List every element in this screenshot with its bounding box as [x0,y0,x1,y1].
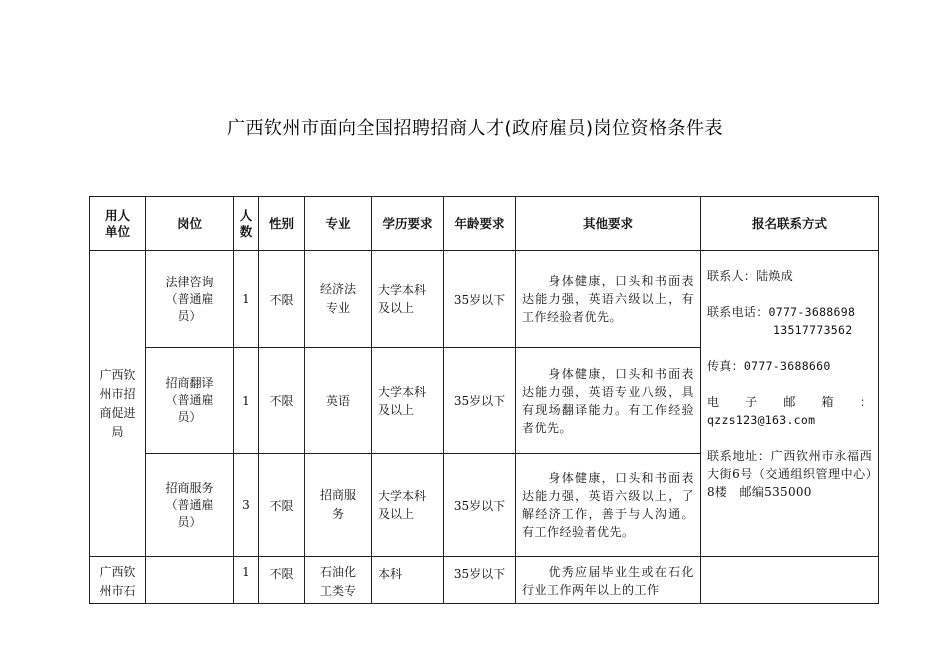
contact-cell [701,251,879,557]
major-cell [305,557,372,604]
age-cell: 35岁以下 [444,557,516,604]
major-cell [305,251,372,348]
header-major: 专业 [305,197,372,251]
education-cell [372,454,444,557]
position-text: 法律咨询（普通雇员） [165,274,214,323]
contact-phone-label: 联系电话： [707,305,769,319]
position-cell [146,348,234,454]
contact-fax-label: 传真： [707,359,744,373]
contact-address: 广西钦州市永福西大街6号（交通组织管理中心）8楼 邮编535000 [707,449,872,499]
unit-text: 广西钦州市石 [99,565,136,598]
other-cell: 身体健康，口头和书面表达能力强，英语六级以上，了解经济工作，善于与人沟通。有工作经验者优先。 [516,454,701,557]
header-unit: 用人单位 [90,197,146,251]
position-cell [146,557,234,604]
other-cell: 身体健康，口头和书面表达能力强，英语六级以上，有工作经验者优先。 [516,251,701,348]
table-row [90,251,879,348]
education-text: 大学本科及以上 [378,384,427,417]
table-row [90,557,879,604]
unit-cell [90,557,146,604]
job-requirements-table [89,196,879,604]
other-cell: 身体健康，口头和书面表达能力强，英语专业八级，具有现场翻译能力。有工作经验者优先。 [516,348,701,454]
contact-person-label: 联系人： [707,269,757,283]
header-other: 其他要求 [516,197,701,251]
position-text: 招商翻译（普通雇员） [165,376,214,424]
position-text: 招商服务（普通雇员） [165,480,214,529]
count-cell: 3 [234,454,259,557]
contact-person: 陆焕成 [756,269,794,283]
contact-email-label: 电 子 邮 箱 ： [707,395,872,409]
header-age: 年龄要求 [444,197,516,251]
major-cell: 英语 [305,348,372,454]
major-text: 石油化工类专 [319,565,356,598]
unit-text: 广西钦州市招商促进局 [99,367,136,439]
other-text: 优秀应届毕业生或在石化行业工作两年以上的工作 [522,565,694,597]
position-cell [146,454,234,557]
gender-cell: 不限 [259,348,305,454]
count-cell: 1 [234,251,259,348]
major-text: 招商服务 [319,488,356,521]
age-cell: 35岁以下 [444,251,516,348]
major-cell [305,454,372,557]
header-contact: 报名联系方式 [701,197,879,251]
education-cell: 本科 [372,557,444,604]
gender-cell: 不限 [259,251,305,348]
count-cell: 1 [234,557,259,604]
major-text: 经济法专业 [319,282,356,315]
count-cell: 1 [234,348,259,454]
unit-cell [90,251,146,557]
contact-phone-2: 13517773562 [773,323,853,337]
gender-cell: 不限 [259,557,305,604]
contact-email: qzzs123@163.com [707,413,816,427]
gender-cell: 不限 [259,454,305,557]
header-education: 学历要求 [372,197,444,251]
contact-phone-1: 0777-3688698 [768,305,856,319]
education-cell [372,348,444,454]
position-cell [146,251,234,348]
header-position: 岗位 [146,197,234,251]
header-gender: 性别 [259,197,305,251]
header-row [90,197,879,251]
contact-address-label: 联系地址： [707,449,771,463]
education-cell [372,251,444,348]
header-count: 人数 [234,197,259,251]
contact-fax: 0777-3688660 [743,359,831,373]
education-text: 大学本科及以上 [378,489,427,521]
age-cell: 35岁以下 [444,454,516,557]
other-cell [516,557,701,604]
education-text: 大学本科及以上 [378,283,427,315]
contact-cell-empty [701,557,879,604]
age-cell: 35岁以下 [444,348,516,454]
page-title: 广西钦州市面向全国招聘招商人才(政府雇员)岗位资格条件表 [226,118,724,139]
